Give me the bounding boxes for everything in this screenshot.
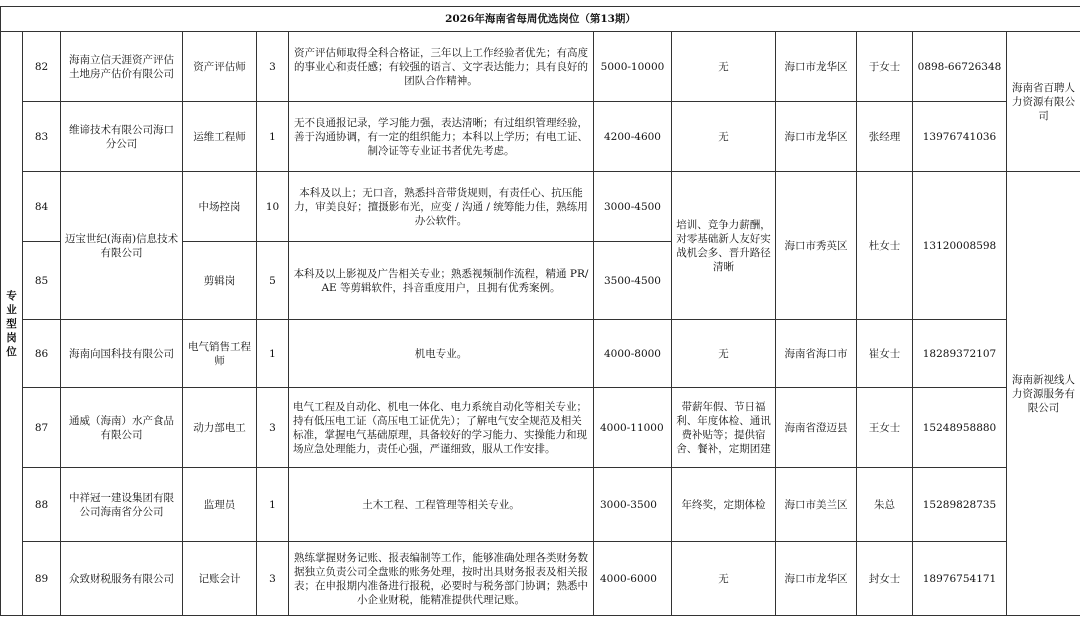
contact-phone: 15248958880 — [913, 388, 1007, 468]
requirements: 资产评估师取得全科合格证，三年以上工作经验者优先；有高度的事业心和责任感；有较强的语言、文字表达能力；具有良好的团队合作精神。 — [289, 32, 594, 102]
row-number: 84 — [23, 172, 61, 242]
requirements: 土木工程、工程管理等相关专业。 — [289, 468, 594, 542]
company-name: 海南立信天涯资产评估土地房产估价有限公司 — [61, 32, 183, 102]
requirements: 无不良通报记录，学习能力强，表达清晰；有过组织管理经验，善于沟通协调，有一定的组织能力；本科以上学历；有电工证、制冷证等专业证书者优先考虑。 — [289, 102, 594, 172]
headcount: 1 — [257, 468, 289, 542]
row-number: 88 — [23, 468, 61, 542]
salary: 5000-10000 — [594, 32, 672, 102]
position-name: 中场控岗 — [183, 172, 257, 242]
contact-phone: 18289372107 — [913, 320, 1007, 388]
requirements: 本科及以上；无口音，熟悉抖音带货规则，有责任心、抗压能力，审美良好；擅摄影布光，应变 / 沟通 / 统筹能力佳，熟练用办公软件。 — [289, 172, 594, 242]
position-name: 资产评估师 — [183, 32, 257, 102]
contact-phone: 15289828735 — [913, 468, 1007, 542]
company-name: 中祥冠一建设集团有限公司海南省分公司 — [61, 468, 183, 542]
benefits: 带薪年假、节日福利、年度体检、通讯费补贴等；提供宿舍、餐补，定期团建 — [672, 388, 776, 468]
work-location: 海口市美兰区 — [776, 468, 857, 542]
contact-phone: 13120008598 — [913, 172, 1007, 320]
headcount: 3 — [257, 388, 289, 468]
agency-name: 海南新视线人力资源服务有限公司 — [1007, 172, 1080, 616]
work-location: 海口市龙华区 — [776, 102, 857, 172]
contact-phone: 18976754171 — [913, 542, 1007, 616]
contact-person: 王女士 — [857, 388, 913, 468]
salary: 4000-11000 — [594, 388, 672, 468]
row-number: 87 — [23, 388, 61, 468]
headcount: 1 — [257, 320, 289, 388]
job-listing-table — [0, 6, 1080, 616]
table-row — [1, 542, 1080, 616]
table-row — [1, 172, 1080, 242]
contact-person: 张经理 — [857, 102, 913, 172]
table-row — [1, 32, 1080, 102]
headcount: 1 — [257, 102, 289, 172]
contact-phone: 13976741036 — [913, 102, 1007, 172]
headcount: 10 — [257, 172, 289, 242]
contact-person: 杜女士 — [857, 172, 913, 320]
salary: 4000-6000 — [594, 542, 672, 616]
table-title: 2026年海南省每周优选岗位（第13期） — [1, 7, 1080, 32]
agency-name: 海南省百聘人力资源有限公司 — [1007, 32, 1080, 172]
headcount: 3 — [257, 32, 289, 102]
salary: 3500-4500 — [594, 242, 672, 320]
company-name: 海南向国科技有限公司 — [61, 320, 183, 388]
work-location: 海口市秀英区 — [776, 172, 857, 320]
row-number: 85 — [23, 242, 61, 320]
headcount: 5 — [257, 242, 289, 320]
work-location: 海口市龙华区 — [776, 32, 857, 102]
table-row — [1, 320, 1080, 388]
position-name: 剪辑岗 — [183, 242, 257, 320]
position-name: 记账会计 — [183, 542, 257, 616]
salary: 4000-8000 — [594, 320, 672, 388]
contact-person: 于女士 — [857, 32, 913, 102]
table-row — [1, 102, 1080, 172]
contact-person: 朱总 — [857, 468, 913, 542]
contact-phone: 0898-66726348 — [913, 32, 1007, 102]
benefits: 无 — [672, 102, 776, 172]
requirements: 熟练掌握财务记账、报表编制等工作，能够准确处理各类财务数据独立负责公司全盘账的账务处理，按时出具财务报表及相关报表；在申报期内准备进行报税，必要时与税务部门协调；熟悉中小企业财税，能精准提供代理记账。 — [289, 542, 594, 616]
work-location: 海南省海口市 — [776, 320, 857, 388]
row-number: 89 — [23, 542, 61, 616]
company-name: 众致财税服务有限公司 — [61, 542, 183, 616]
requirements: 本科及以上影视及广告相关专业；熟悉视频制作流程，精通 PR/AE 等剪辑软件，抖音重度用户，且拥有优秀案例。 — [289, 242, 594, 320]
requirements: 机电专业。 — [289, 320, 594, 388]
table-row — [1, 468, 1080, 542]
position-name: 动力部电工 — [183, 388, 257, 468]
work-location: 海口市龙华区 — [776, 542, 857, 616]
position-name: 监理员 — [183, 468, 257, 542]
position-name: 电气销售工程师 — [183, 320, 257, 388]
row-number: 86 — [23, 320, 61, 388]
category-cell: 专业型岗位 — [1, 32, 23, 616]
benefits: 年终奖，定期体检 — [672, 468, 776, 542]
benefits: 无 — [672, 320, 776, 388]
company-name: 迈宝世纪(海南)信息技术有限公司 — [61, 172, 183, 320]
requirements: 电气工程及自动化、机电一体化、电力系统自动化等相关专业；持有低压电工证（高压电工证优先）；了解电气安全规范及相关标准，掌握电气基础原理，具备较好的学习能力、实操能力和现场应急处理能力，责任心强，严谨细致，服从工作安排。 — [289, 388, 594, 468]
salary: 3000-4500 — [594, 172, 672, 242]
benefits: 培训、竞争力薪酬，对零基础新人友好实战机会多、晋升路径清晰 — [672, 172, 776, 320]
table-row — [1, 388, 1080, 468]
salary: 4200-4600 — [594, 102, 672, 172]
contact-person: 封女士 — [857, 542, 913, 616]
contact-person: 崔女士 — [857, 320, 913, 388]
company-name: 维谛技术有限公司海口分公司 — [61, 102, 183, 172]
company-name: 通威（海南）水产食品有限公司 — [61, 388, 183, 468]
salary: 3000-3500 — [594, 468, 672, 542]
benefits: 无 — [672, 32, 776, 102]
work-location: 海南省澄迈县 — [776, 388, 857, 468]
benefits: 无 — [672, 542, 776, 616]
position-name: 运维工程师 — [183, 102, 257, 172]
row-number: 82 — [23, 32, 61, 102]
row-number: 83 — [23, 102, 61, 172]
headcount: 3 — [257, 542, 289, 616]
